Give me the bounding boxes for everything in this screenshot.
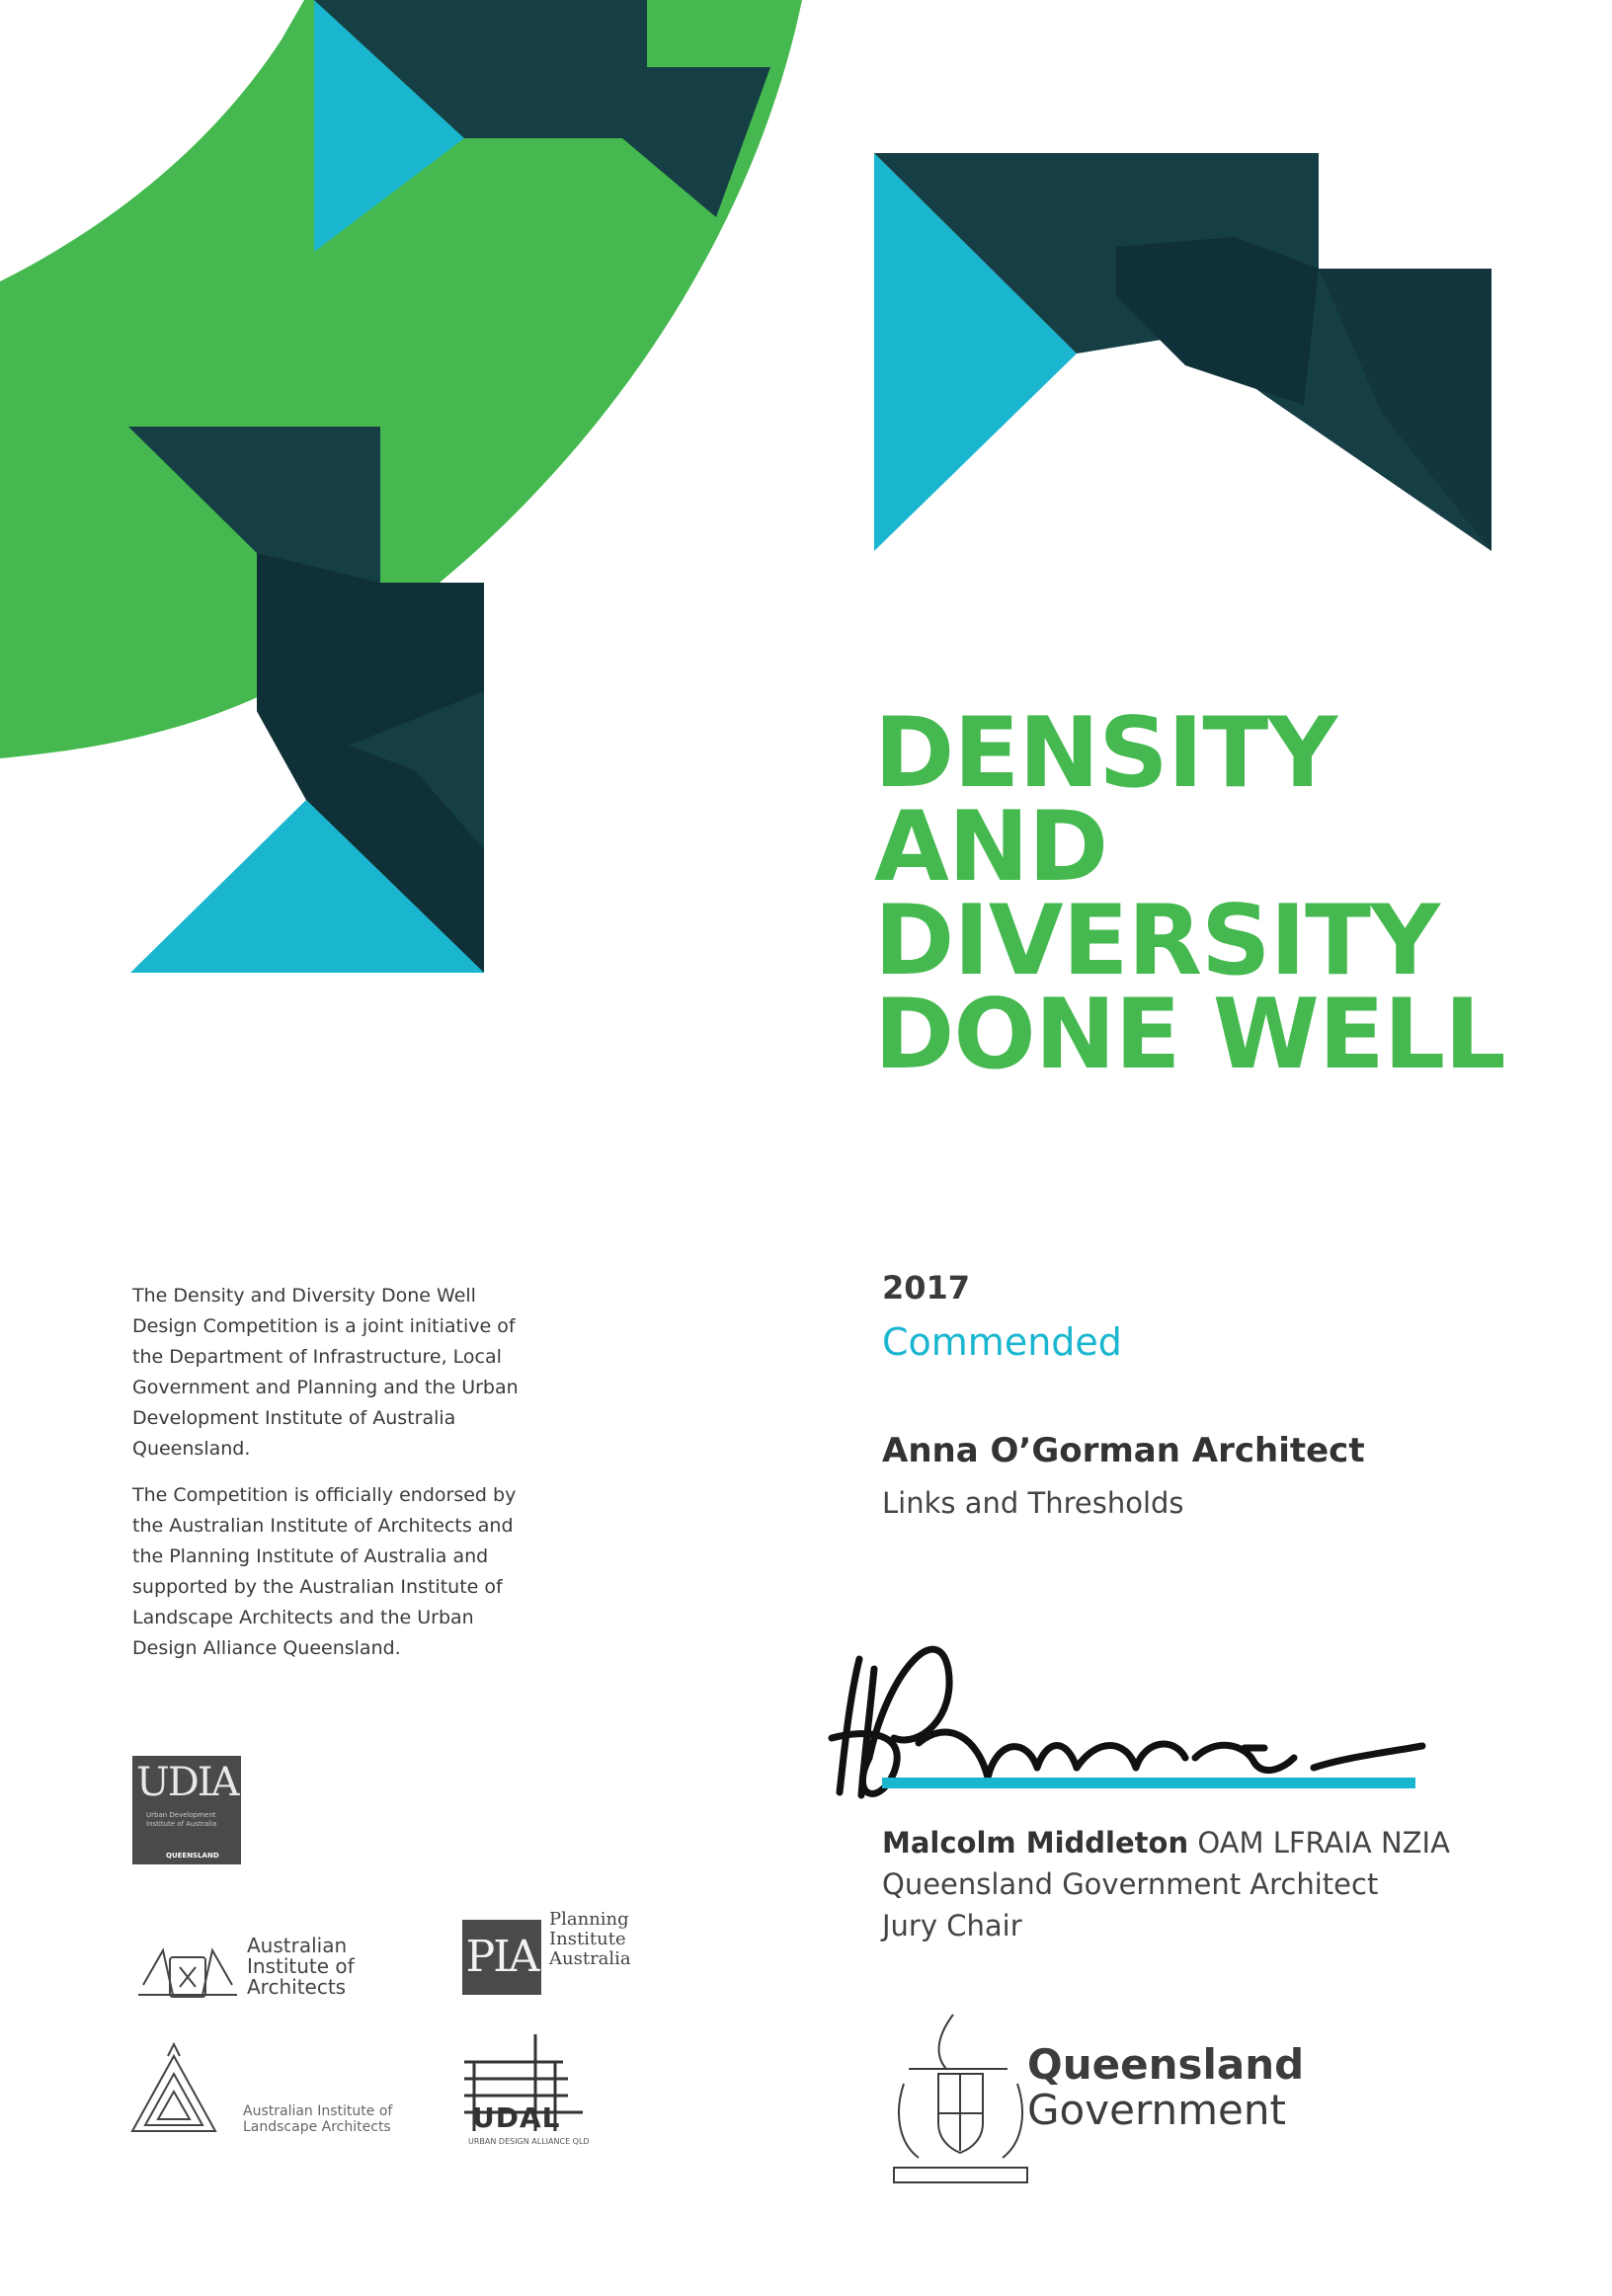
ailia-logo-line-1: Australian Institute of [243, 2103, 393, 2119]
award-year: 2017 [882, 1269, 971, 1306]
title-line-1: DENSITY [874, 697, 1337, 810]
pia-logo-line-2: Institute [549, 1929, 626, 1949]
winner-name: Anna O’Gorman Architect [882, 1431, 1365, 1470]
pia-logo-mark: PIA [462, 1920, 541, 1995]
ailia-logo-line-2: Landscape Architects [243, 2119, 391, 2135]
udia-logo-subtitle: Urban Development Institute of Australia [146, 1811, 217, 1828]
udia-logo-mark: UDIA [136, 1760, 238, 1805]
udal-logo-subtitle: URBAN DESIGN ALLIANCE QLD [468, 2137, 590, 2146]
signatory-postnominals: OAM LFRAIA NZIA [1197, 1826, 1450, 1860]
pia-logo-line-1: Planning [549, 1909, 629, 1930]
award-category: Commended [882, 1320, 1122, 1364]
qld-gov-line-1: Queensland [1027, 2040, 1305, 2089]
aia-logo-line-3: Architects [247, 1975, 347, 1999]
title-line-4: DONE WELL [874, 979, 1505, 1091]
description-paragraph-2: The Competition is officially endorsed by the Australian Institute of Architects and the Planning Institute of Australia and supported by the Australian Institute of Landscape Architects and the Urban Design Alliance Queensland. [132, 1484, 517, 1659]
qld-gov-line-2: Government [1027, 2086, 1286, 2134]
pia-logo-line-3: Australia [549, 1948, 631, 1969]
queensland-government-logo [1027, 2042, 1304, 2133]
description-paragraph-1: The Density and Diversity Done Well Design Competition is a joint initiative of the Department of Infrastructure, Local Government and Planning and the Urban Development Institute of Australia Queensland. [132, 1285, 519, 1460]
udia-logo-state: QUEENSLAND [166, 1852, 219, 1860]
project-name: Links and Thresholds [882, 1486, 1184, 1520]
udal-logo-mark: UDAL [472, 2101, 561, 2134]
signatory-position: Jury Chair [882, 1909, 1022, 1942]
signatory-name: Malcolm Middleton [882, 1826, 1189, 1860]
aia-logo-line-2: Institute of [247, 1954, 355, 1978]
title-line-3: DIVERSITY [874, 885, 1439, 997]
title-line-2: AND [874, 791, 1108, 904]
aia-logo-line-1: Australian [247, 1934, 348, 1957]
signatory-role: Queensland Government Architect [882, 1867, 1379, 1901]
